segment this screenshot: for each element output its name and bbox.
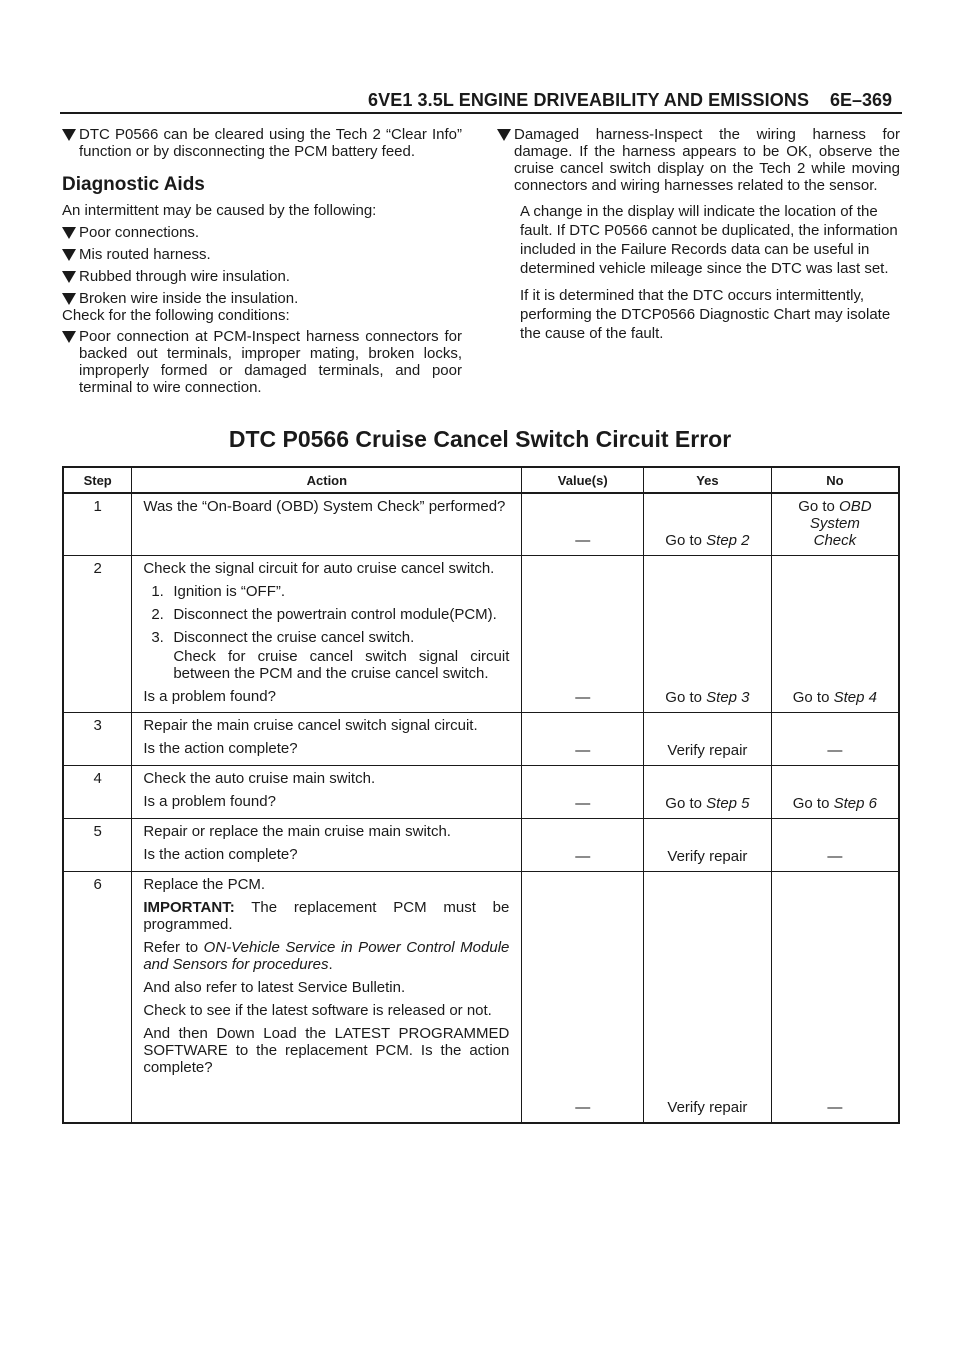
item-text: Ignition is “OFF”. — [173, 583, 286, 600]
software-check-note: Check to see if the latest software is released or not. — [143, 1002, 492, 1019]
refer-prefix: Refer to — [143, 939, 204, 956]
action-text: Check the auto cruise main switch. — [143, 770, 376, 787]
values-cell: — — [522, 872, 644, 1123]
header-values: Value(s) — [522, 467, 644, 493]
action-cell — [132, 713, 522, 766]
numbered-item — [143, 629, 509, 646]
action-text: Was the “On-Board (OBD) System Check” performed? — [143, 498, 506, 515]
no-cell: — — [771, 819, 899, 872]
values-cell: — — [522, 713, 644, 766]
action-text: Check the signal circuit for auto cruise cancel switch. — [143, 560, 495, 577]
action-cell — [132, 556, 522, 713]
yes-cell: Verify repair — [644, 872, 772, 1123]
no-prefix: Go to — [792, 795, 834, 812]
header-step: Step — [63, 467, 132, 493]
values-cell: — — [522, 766, 644, 819]
bullet-item — [62, 246, 462, 263]
table-row — [63, 766, 899, 819]
action-cell — [132, 766, 522, 819]
no-step-link[interactable]: Step 6 — [833, 795, 877, 812]
question-text: Is the action complete? — [143, 846, 298, 863]
yes-cell — [644, 766, 772, 819]
yes-cell — [644, 493, 772, 556]
header-action: Action — [132, 467, 522, 493]
no-step-link[interactable]: System — [809, 515, 860, 532]
paragraph: If it is determined that the DTC occurs intermittently, performing the DTCP0566 Diagnostic Chart may isolate the cause of the fault. — [520, 287, 891, 342]
item-number: 1. — [151, 583, 164, 600]
step-cell: 2 — [63, 556, 132, 713]
chart-title: DTC P0566 Cruise Cancel Switch Circuit Error — [228, 426, 732, 452]
important-note — [143, 899, 509, 933]
bullet-item — [62, 268, 462, 285]
step-cell: 4 — [63, 766, 132, 819]
section-title: 6VE1 3.5L ENGINE DRIVEABILITY AND EMISSIONS — [368, 90, 810, 110]
bullet-item — [62, 126, 462, 160]
item-number: 3. — [151, 629, 164, 646]
triangle-bullet-icon — [62, 331, 76, 343]
paragraph: A change in the display will indicate the location of the fault. If DTC P0566 cannot be duplicated, the information included in the Failure Records data can be useful in determined vehicle mileage since the DTC was last set. — [520, 203, 898, 277]
values-cell: — — [522, 556, 644, 713]
check-conditions-label: Check for the following conditions: — [62, 307, 290, 324]
header-rule — [60, 112, 902, 114]
page-number: 6E–369 — [830, 90, 893, 110]
triangle-bullet-icon — [497, 129, 511, 141]
no-cell: — — [771, 713, 899, 766]
step-cell: 1 — [63, 493, 132, 556]
no-cell — [771, 766, 899, 819]
item-text: Disconnect the cruise cancel switch. — [173, 629, 415, 646]
action-text: Repair the main cruise cancel switch signal circuit. — [143, 717, 478, 734]
action-text: Replace the PCM. — [143, 876, 266, 893]
question-text: Is a problem found? — [143, 793, 276, 810]
yes-step-link[interactable]: Step 5 — [706, 795, 750, 812]
header-no: No — [771, 467, 899, 493]
table-header-row — [63, 467, 899, 493]
no-cell — [771, 493, 899, 556]
check-note: Check for cruise cancel switch signal circuit between the PCM and the cruise cancel switch. — [173, 648, 510, 682]
no-prefix: Go to — [798, 498, 840, 515]
triangle-bullet-icon — [62, 227, 76, 239]
action-cell — [132, 819, 522, 872]
triangle-bullet-icon — [62, 129, 76, 141]
bullet-text: Broken wire inside the insulation. — [79, 290, 299, 307]
bullet-item — [62, 224, 462, 241]
step-cell: 5 — [63, 819, 132, 872]
triangle-bullet-icon — [62, 249, 76, 261]
bullet-text: Mis routed harness. — [79, 246, 211, 263]
intermittent-intro: An intermittent may be caused by the following: — [62, 202, 377, 219]
question-text: Is the action complete? — [143, 740, 298, 757]
yes-cell: Verify repair — [644, 713, 772, 766]
bullet-text: Rubbed through wire insulation. — [79, 268, 290, 285]
no-step-link[interactable]: Step 4 — [833, 689, 877, 706]
diagnostic-chart-table — [62, 466, 900, 1124]
page-header — [0, 88, 960, 112]
triangle-bullet-icon — [62, 293, 76, 305]
question-text: Is a problem found? — [143, 688, 276, 705]
refer-link[interactable]: ON-Vehicle Service in Power Control Module and Sensors for procedures — [143, 939, 510, 973]
no-step-link[interactable]: Check — [813, 532, 857, 549]
bullet-item — [62, 290, 462, 307]
yes-cell: Verify repair — [644, 819, 772, 872]
right-column — [497, 126, 900, 343]
header-yes: Yes — [644, 467, 772, 493]
yes-step-link[interactable]: Step 2 — [706, 532, 750, 549]
table-row — [63, 819, 899, 872]
table-row — [63, 493, 899, 556]
important-label: IMPORTANT: — [143, 899, 235, 916]
values-cell: — — [522, 819, 644, 872]
no-cell — [771, 556, 899, 713]
item-text: Disconnect the powertrain control module(PCM). — [173, 606, 497, 623]
service-bulletin-note: And also refer to latest Service Bulletin. — [143, 979, 406, 996]
important-text: The replacement PCM must be programmed. — [143, 899, 510, 933]
numbered-item — [143, 606, 509, 623]
step-cell: 6 — [63, 872, 132, 1123]
yes-prefix: Go to — [665, 689, 707, 706]
no-step-link[interactable]: OBD — [839, 498, 872, 515]
refer-suffix: . — [328, 956, 333, 973]
table-row — [63, 556, 899, 713]
bullet-text: DTC P0566 can be cleared using the Tech 2 “Clear Info” function or by disconnecting the PCM battery feed. — [79, 126, 462, 160]
action-cell — [132, 872, 522, 1123]
action-cell — [132, 493, 522, 556]
action-text: Repair or replace the main cruise main switch. — [143, 823, 451, 840]
item-number: 2. — [151, 606, 164, 623]
table-row — [63, 872, 899, 1123]
yes-prefix: Go to — [665, 532, 707, 549]
table-row — [63, 713, 899, 766]
triangle-bullet-icon — [62, 271, 76, 283]
left-column — [62, 126, 462, 396]
no-prefix: Go to — [792, 689, 834, 706]
yes-cell — [644, 556, 772, 713]
bullet-text: Damaged harness-Inspect the wiring harness for damage. If the harness appears to be OK, observe the cruise cancel switch display on the Tech 2 while moving connectors and wiring harnesses related to the sensor. — [514, 126, 900, 194]
refer-note — [143, 939, 509, 973]
bullet-text: Poor connection at PCM-Inspect harness connectors for backed out terminals, improper mating, broken locks, improperly formed or damaged terminals, and poor terminal to wire connection. — [79, 328, 462, 396]
bullet-text: Poor connections. — [79, 224, 200, 241]
step-cell: 3 — [63, 713, 132, 766]
bullet-item — [62, 328, 462, 396]
bullet-item — [497, 126, 900, 194]
diagnostic-aids-heading: Diagnostic Aids — [62, 174, 205, 195]
values-cell: — — [522, 493, 644, 556]
download-note: And then Down Load the LATEST PROGRAMMED SOFTWARE to the replacement PCM. Is the action complete? — [143, 1025, 510, 1076]
yes-step-link[interactable]: Step 3 — [706, 689, 750, 706]
yes-prefix: Go to — [665, 795, 707, 812]
numbered-item — [143, 583, 509, 600]
no-cell: — — [771, 872, 899, 1123]
